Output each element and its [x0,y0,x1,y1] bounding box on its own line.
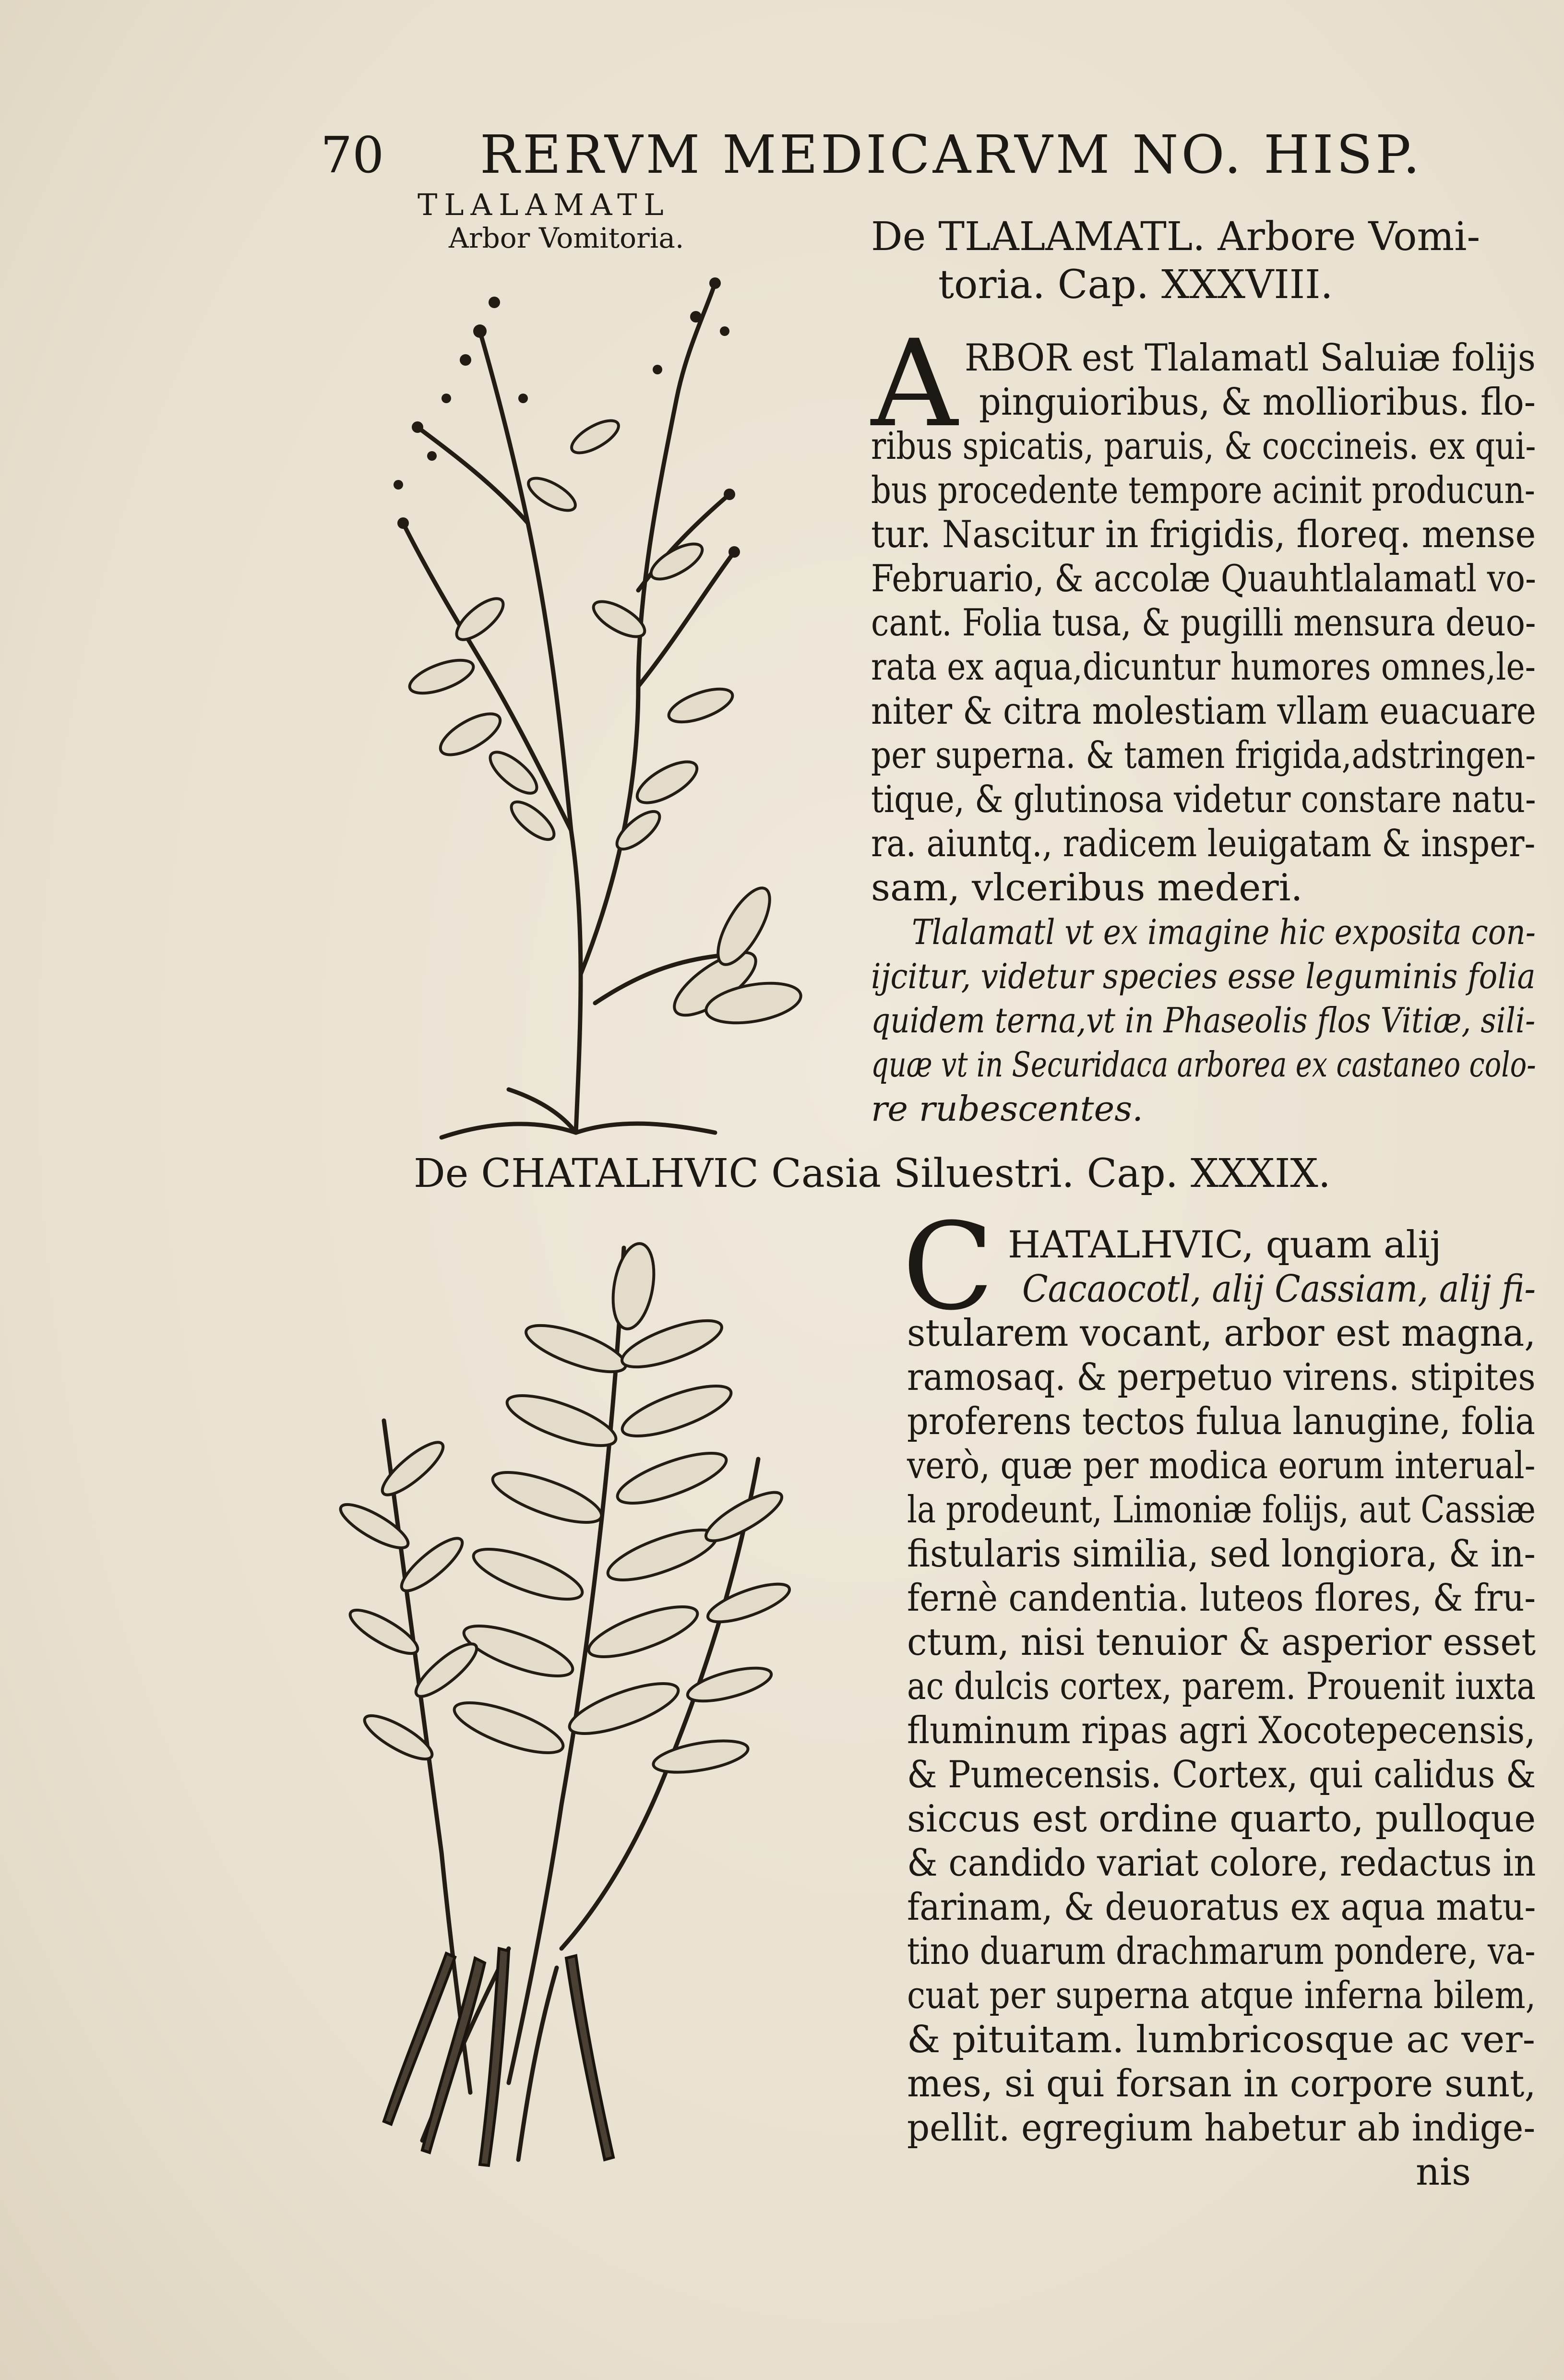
chapter38-line: ra. aiuntq., radicem leuigatam & insper- [871,822,1536,865]
page-number: 70 [321,126,384,184]
figure1-caption-subtitle: Arbor Vomitoria. [449,222,684,254]
chapter38-line: tur. Nascitur in frigidis, floreq. mense [871,513,1536,556]
chapter39-line: proferens tectos fulua lanugine, folia [907,1400,1536,1443]
chatalhvic-cassia-illustration [336,1229,845,2189]
chapter38-heading-line1: De TLALAMATL. Arbore Vomi- [871,214,1480,260]
chapter39-line: fernè candentia. luteos flores, & fru- [907,1577,1536,1620]
chapter39-line: & candido variat colore, redactus in [907,1842,1536,1885]
figure1-caption-title: TLALAMATL [418,187,670,222]
chapter38-line: niter & citra molestiam vllam euacuare [871,690,1536,733]
chapter39-line: farinam, & deuoratus ex aqua matu- [907,1886,1536,1929]
chapter39-line: mes, si qui forsan in corpore sunt, [907,2062,1536,2105]
chapter38-line: Februario, & accolæ Quauhtlalamatl vo- [871,557,1536,600]
chapter39-line: ac dulcis cortex, parem. Prouenit iuxta [907,1665,1536,1708]
chapter39-line: & Pumecensis. Cortex, qui calidus & [907,1753,1536,1796]
chapter39-line: fluminum ripas agri Xocotepecensis, [907,1709,1536,1752]
chapter39-line: tino duarum drachmarum pondere, va- [907,1930,1536,1973]
chapter38-line: pinguioribus, & mollioribus. flo- [979,381,1536,424]
chapter39-line: & pituitam. lumbricosque ac ver- [907,2018,1535,2061]
chapter39-line: ramosaq. & perpetuo virens. stipites [907,1356,1536,1399]
chapter38-line: sam, vlceribus mederi. [871,866,1303,909]
chapter39-line: ctum, nisi tenuior & asperior esset [907,1621,1536,1664]
chapter38-line: per superna. & tamen frigida,adstringen- [871,734,1536,777]
chapter39-line: la prodeunt, Limoniæ folijs, aut Cassiæ [907,1488,1536,1531]
chapter38-line: ribus spicatis, paruis, & coccineis. ex qui- [871,425,1536,468]
running-title: RERVM MEDICARVM NO. HISP. [480,124,1423,185]
chapter38-line: tique, & glutinosa videtur constare natu- [871,778,1536,821]
chapter39-line: Cacaocotl, alij Cassiam, alij fi- [1022,1268,1536,1311]
chapter38-line: RBOR est Tlalamatl Saluiæ folijs [965,336,1536,380]
chapter39-line: siccus est ordine quarto, pulloque [907,1797,1536,1841]
catchword: nis [1416,2151,1471,2194]
chapter38-line: bus procedente tempore acinit producun- [871,469,1535,512]
chapter39-line: cuat per superna atque inferna bilem, [907,1974,1536,2017]
chapter38-line: cant. Folia tusa, & pugilli mensura deuo- [871,601,1536,645]
chapter38-note-line: quidem terna,vt in Phaseolis flos Vitiæ, sili- [871,1000,1536,1041]
chapter38-heading-line2: toria. Cap. XXXVIII. [938,262,1333,308]
chapter38-note-line: Tlalamatl vt ex imagine hic exposita con- [912,912,1536,952]
chapter39-heading: De CHATALHVIC Casia Siluestri. Cap. XXXIX. [414,1151,1331,1196]
chapter39-line: HATALHVIC, quam alij [1008,1223,1442,1267]
chapter38-note-line: quæ vt in Securidaca arborea ex castaneo colo- [871,1044,1536,1085]
chapter39-dropcap: C [902,1197,994,1337]
chapter39-line: pellit. egregium habetur ab indige- [907,2106,1536,2150]
chapter38-note-line: ijcitur, videtur species esse leguminis folia [871,956,1536,996]
chapter38-dropcap: A [871,314,958,454]
tlalamatl-plant-illustration [370,254,849,1147]
chapter39-line: verò, quæ per modica eorum interual- [907,1444,1536,1487]
chapter39-line: fistularis similia, sed longiora, & in- [907,1532,1536,1576]
chapter38-note-line: re rubescentes. [871,1088,1144,1129]
chapter39-line: stularem vocant, arbor est magna, [907,1312,1536,1355]
chapter38-line: rata ex aqua,dicuntur humores omnes,le- [871,646,1536,689]
